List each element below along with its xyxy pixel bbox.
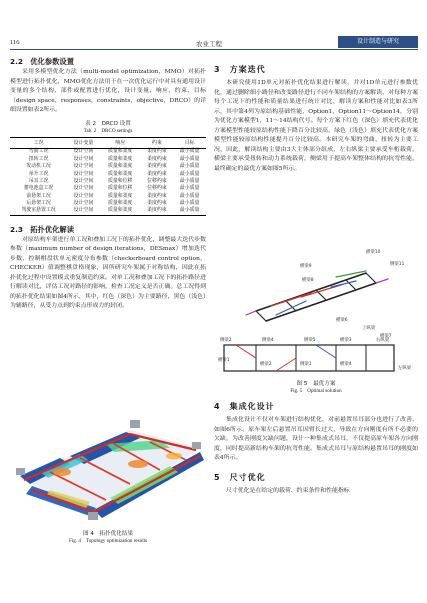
label-crossmember-3: 横梁3 [340,338,352,343]
table-cell: 最小质量 [179,155,200,162]
table-cell: 蓄电池盒工况 [23,185,54,192]
table-cell: 质量和柔度 [107,200,133,207]
table-cell: 柔度约束 [147,155,167,162]
table-cell: 举升工况 [28,170,49,177]
label-side-member-5: 侧梁5 [304,338,316,343]
figure-4-caption-en: Fig. 4 Topology optimization results [68,538,148,544]
table-cell: 最小质量 [179,148,200,155]
label-left-longitudinal: 左纵梁 [398,366,412,371]
figure-4 [10,412,206,542]
label-side-member-4: 侧梁4 [262,338,274,343]
section-5-text: 尺寸优化是在给定的载荷、约束条件和性能指标 [226,487,350,494]
table-cell: 设计空间 [73,192,94,199]
label-crossmember-8: 横梁8 [302,278,314,283]
table-cell: 质量和柔度 [107,148,133,155]
table-header-cell: 约束 [141,137,174,148]
table-2-title-en: Tab. 2 DRCO settings [83,127,133,134]
table-row [10,171,206,178]
table-cell: 柔度约束 [147,148,167,155]
table-cell: 驾驶室悬置工况 [10,208,67,216]
table-header-cell: 设计变量 [67,137,100,148]
table-row [10,208,206,216]
table-cell: 质量和柔度 [107,170,133,177]
table-cell: 设计空间 [73,170,94,177]
table-cell: 最小质量 [173,208,206,216]
label-crossmember-10: 横梁10 [366,250,381,255]
table-cell: 设计空间 [73,200,94,207]
table-row [10,185,206,192]
table-header-cell: 目标 [173,137,206,148]
label-crossmember-4: 横梁4 [340,362,352,367]
topology-result-image [10,412,206,527]
table-cell: 设计空间 [73,148,94,155]
table-cell: 质量和位移 [107,177,133,184]
table-cell: 设计空间 [73,177,94,184]
label-side-member-1: 侧梁1 [300,362,312,367]
table-cell: 位移约束 [147,177,167,184]
table-cell: 设计空间 [73,155,94,162]
page-number: 116 [10,39,20,46]
table-cell: 设计空间 [73,185,94,192]
label-upper-longitudinal: 上纵梁 [362,326,376,331]
section-2-2-text: 采用多模型优化方法（multi-model optimization，MMO）对拓扑模型进行拓扑优化，MMO优化方法用于在一次优化运行中对具有通用设计变量的多个结构、部件或配置进行优化，设计变量、响应、约束、目标（design space，responses，constraints，objective，DRCO）的详细设置如表2所示。 [10,69,206,113]
header-rule [10,49,418,50]
table-cell: 柔度约束 [147,200,167,207]
table-cell: 吊耳工况 [28,177,49,184]
section-2-3-title: 2.3 拓扑优化解读 [10,224,75,234]
table-cell: 质量和位移 [107,185,133,192]
table-2-title-cn: 表 2 DRCO 设置 [85,120,131,127]
label-crossmember-2: 横梁2 [260,362,272,367]
section-3-text: 本研究使用1D单元对拓扑优化结果进行解读，并对1D单元进行参数优化，通过删除细小路径和改变路径进行不同车架结构的方案解读，对每种方案每个工况下的性能和质量结果进行统计对比，解读方案和性能对比如表3所示，其中第4列为原结构基础性能，Option1，Option11～Option14，分别为优化方案模型1，11～14结构代号。每个方案下红色（深色）填充代表优化方案模型性能较原结构性能下降百分比较高，绿色（浅色）填充代表优化方案模型性能较原结构性能提升百分比较高。本研究车架的弯曲、扭转为主要工况，因此，解读结构主要由3大主体部分组成，左右纵梁主要承受车桁载荷，横梁主要承受扭转和动力系统载荷，侧梁用于提高车架整体结构的抗弯性能。最终确定的最优方案如图5所示。 [214,80,418,172]
table-cell: 质量和柔度 [107,155,133,162]
label-crossmember-7: 横梁7 [380,334,392,339]
table-cell: 质量和柔度 [107,163,133,170]
figure-5 [216,241,416,393]
table-cell: 位移约束 [147,185,167,192]
label-right-longitudinal: 右纵梁 [376,338,390,343]
section-tag: 设计制造与研究 [338,36,418,48]
table-cell: 最小质量 [179,163,200,170]
figure-4-caption-cn: 图 4 拓扑优化结果 [82,531,134,537]
frame-plan-view [224,345,394,371]
optimal-solution-diagram [216,241,416,377]
table-cell: 质量和柔度 [107,192,133,199]
label-crossmember-1: 横梁1 [218,358,230,363]
figure-5-caption-cn: 图 5 最优方案 [296,381,336,387]
label-side-member-2: 侧梁2 [220,338,232,343]
label-crossmember-9: 横梁9 [300,264,312,269]
right-column [214,57,418,174]
table-header-cell: 工况 [10,137,67,148]
table-row [10,148,206,156]
label-crossmember-6: 横梁6 [336,318,348,323]
section-4-title: 4 集成化设计 [214,402,275,411]
section-3-title: 3 方案迭代 [214,65,266,74]
table-cell: 质量和柔度 [100,208,141,216]
table-row [10,163,206,170]
table-cell: 前悬架工况 [26,192,51,199]
table-cell: 柔度约束 [147,170,167,177]
table-header-cell: 响应 [100,137,141,148]
table-cell: 设计空间 [67,208,100,216]
journal-name: 农业工程 [196,40,222,48]
table-header-row [10,137,206,148]
table-cell: 最小质量 [179,200,200,207]
drco-table [10,137,206,216]
frame-3d-view [246,271,388,321]
section-5-title: 5 尺寸优化 [214,472,266,482]
label-side-member-11: 侧梁11 [390,262,405,267]
table-cell: 后悬架工况 [26,200,51,207]
table-cell: 设计空间 [73,163,94,170]
table-cell: 柔度约束 [147,163,167,170]
table-cell: 最小质量 [179,177,200,184]
section-2-3-text: 对原结构车架进行单工况和叠加工况下的拓扑优化，调整最大迭代步数参数（maximum number of design iterations，DESmax）增加迭代步数，控制棋盘状单元密度分布参数（checkerboard control option，CHECKER）值调整棋盘格现象，因所研究车架属于对称结构，因此在拓扑优化过程中设置模式重复制造约束。对单工况和叠加工况下的拓扑路径进行解读对比，评估工况对路径的影响，检查工况定义是否正确。总工况得到的拓扑优化结果如图4所示，其中，红色（深色）为主要路径，黑色（浅色）为辅路径，从受力点到约束点形成力的封闭。 [10,236,206,310]
table-cell: 柔度约束 [141,208,174,216]
table-cell: 最小质量 [179,185,200,192]
table-cell: 发动机工况 [26,163,51,170]
left-column [10,57,206,312]
right-column-lower [214,401,418,496]
table-cell: 柔度约束 [147,192,167,199]
table-cell: 弯曲工况 [28,148,49,155]
section-4-text: 集成化设计不仅对车架进行结构优化，对前悬置吊耳部分也进行了改善，如图6所示。原车架左后悬置吊耳因臂长过大，导致在方向刚度有所不必要的欠缺，为改善刚度欠缺问题，设计一种集成式吊耳，不仅提高原车架各方向刚度，同时提高新结构车架的抗弯性能。集成式吊耳与原结构悬置吊耳的刚度如表4所示。 [214,417,418,461]
section-2-2-title: 2.2 优化参数设置 [10,57,75,66]
table-cell: 扭转工况 [28,155,49,162]
table-cell: 最小质量 [179,170,200,177]
table-cell: 最小质量 [179,192,200,199]
figure-5-caption-en: Fig. 5 Optimal solution [290,388,342,394]
